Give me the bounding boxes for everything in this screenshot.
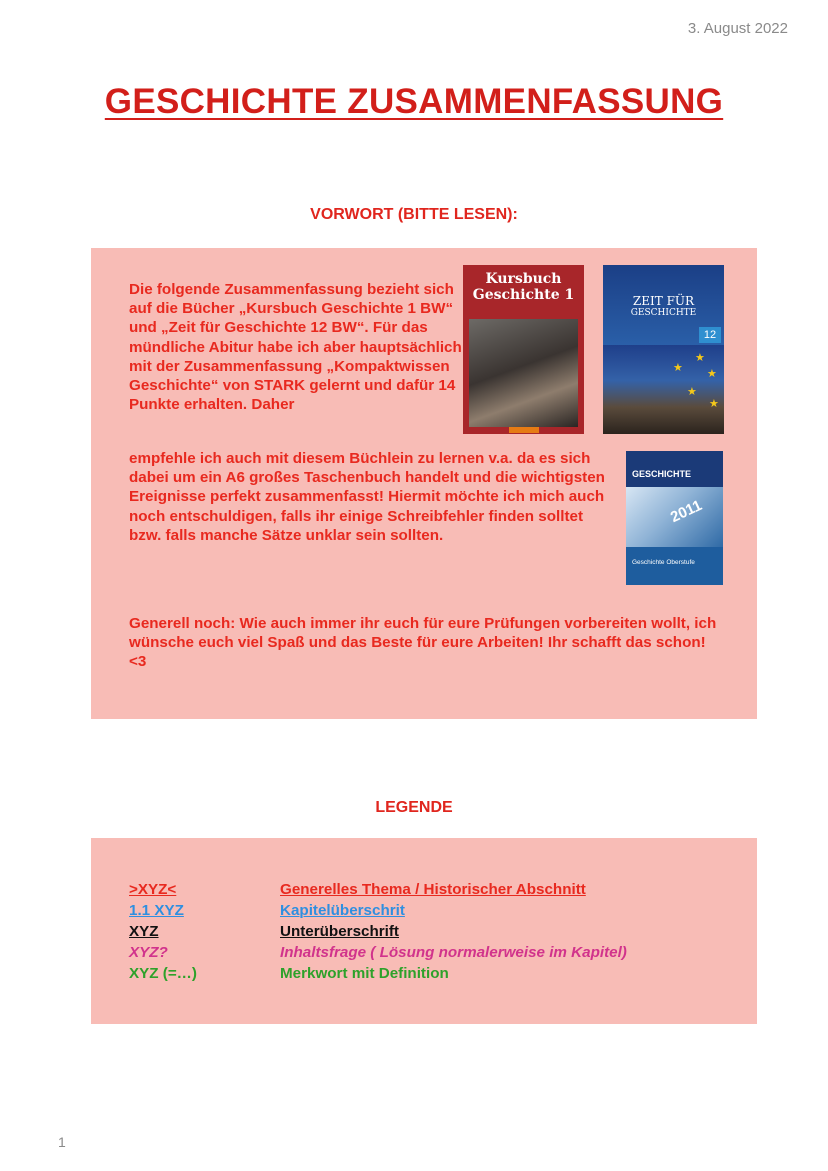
preface-box (91, 248, 757, 719)
stark-book-cover (626, 451, 723, 585)
eu-star-icon: ★ (673, 362, 683, 374)
zeit-title-line2: GESCHICHTE (630, 308, 697, 318)
eu-star-icon: ★ (687, 386, 697, 398)
legend-code: XYZ? (129, 944, 168, 961)
preface-heading: VORWORT (BITTE LESEN): (310, 206, 518, 223)
zeit-fuer-geschichte-book-cover (603, 265, 724, 434)
legend-desc: Merkwort mit Definition (280, 965, 449, 982)
legend-code: XYZ (=…) (129, 965, 197, 982)
eu-star-icon: ★ (707, 368, 717, 380)
legend-code: >XYZ< (129, 881, 177, 898)
legend-desc: Inhaltsfrage ( Lösung normalerweise im Kapitel) (280, 944, 627, 961)
stark-subtitle: Geschichte Oberstufe (632, 559, 695, 566)
zeit-volume-number: 12 (699, 327, 721, 343)
eu-star-icon: ★ (709, 398, 719, 410)
page-title: GESCHICHTE ZUSAMMENFASSUNG (104, 82, 724, 121)
legend-desc: Unterüberschrift (280, 923, 399, 940)
preface-paragraph-1: Die folgende Zusammenfassung bezieht sich auf die Bücher „Kursbuch Geschichte 1 BW“ und „Zeit für Geschichte 12 BW“. Für das mündliche Abitur habe ich aber hauptsächlich mit der Zusammenfassung „Kompaktwissen Geschichte“ von STARK gelernt und dafür 14 Punkte erhalten. Daher (129, 281, 462, 414)
publisher-logo (509, 427, 539, 433)
legend-code: XYZ (129, 923, 159, 940)
zeit-title-line1: ZEIT FÜR (632, 294, 695, 308)
preface-paragraph-2: empfehle ich auch mit diesem Büchlein zu lernen v.a. da es sich dabei um ein A6 großes Taschenbuch handelt und die wichtigsten Ereignisse perfekt zusammenfasst! Hiermit möchte ich mich auch noch entschuldigen, falls ihr einige Schreibfehler finden solltet bzw. falls manche Sätze unklar sein sollten. (129, 450, 605, 544)
kursbuch-title-line2: Geschichte 1 (472, 287, 575, 303)
stark-title: GESCHICHTE (632, 469, 692, 479)
stark-years: 2011 (667, 496, 705, 527)
legend-box (91, 838, 757, 1024)
kursbuch-title-line1: Kursbuch (485, 271, 562, 287)
kursbuch-cover-photo (469, 319, 578, 427)
eu-star-icon: ★ (695, 352, 705, 364)
zeit-cover-photo (603, 345, 724, 434)
preface-paragraph-3: Generell noch: Wie auch immer ihr euch für eure Prüfungen vorbereiten wollt, ich wünsche euch viel Spaß und das Beste für eure Arbeiten! Ihr schafft das schon! <3 (129, 615, 717, 671)
page-number: 1 (58, 1134, 66, 1150)
kursbuch-book-cover (463, 265, 584, 434)
legend-desc: Generelles Thema / Historischer Abschnitt (280, 881, 586, 898)
legend-code: 1.1 XYZ (129, 902, 184, 919)
document-date: 3. August 2022 (687, 20, 788, 37)
legend-heading: LEGENDE (375, 799, 453, 816)
legend-desc: Kapitelüberschrit (280, 902, 405, 919)
